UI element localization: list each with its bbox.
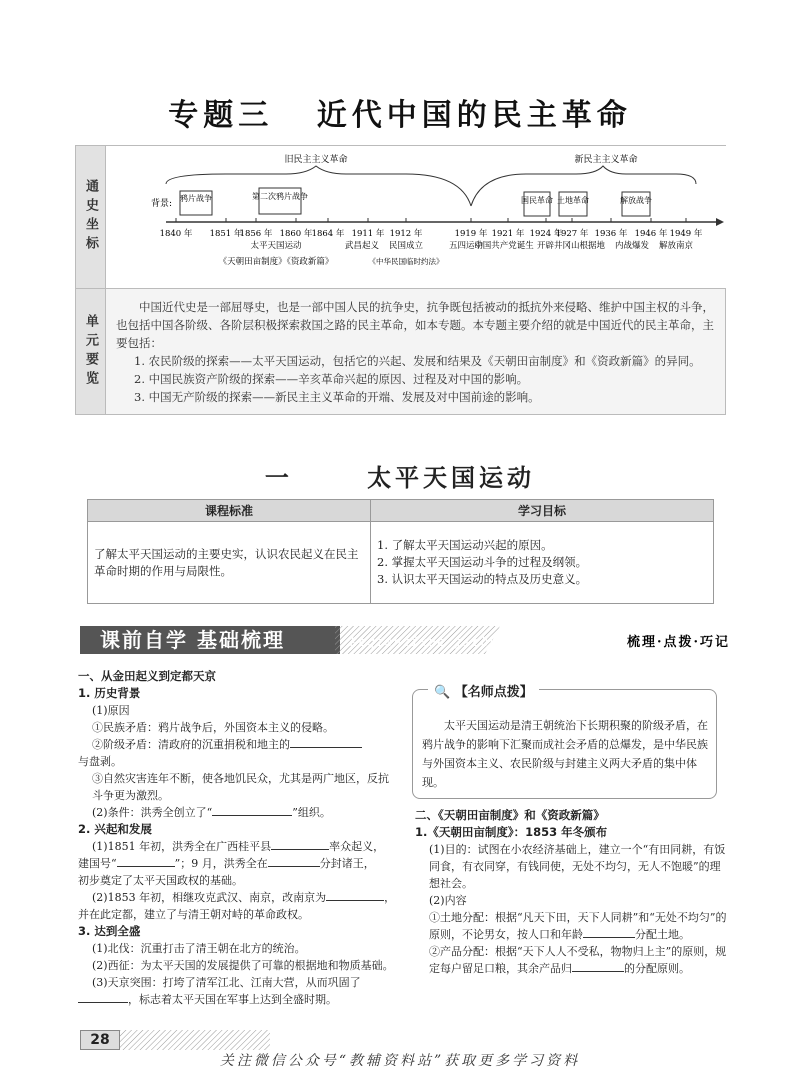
year-label: 1949 年 (669, 229, 703, 239)
blank-6[interactable] (326, 889, 384, 901)
foundation: 初步奠定了太平天国政权的基础。 (78, 874, 243, 887)
state-name-text: 建国号“ (78, 857, 117, 870)
event-nanjing: 解放南京 (658, 241, 694, 251)
banner-pinyin: keqianzixue jichushuli (350, 635, 542, 649)
breakout-end-text: ，标志着太平天国在军事上达到全盛时期。 (128, 993, 337, 1006)
blank-2[interactable] (212, 804, 292, 816)
state-name (78, 855, 396, 872)
northern-expedition: (1)北伐：沉重打击了清王朝在北方的统治。 (92, 942, 306, 955)
lesson-title (0, 458, 800, 493)
year-label: 1927 年 (555, 229, 589, 239)
product-distribution-text: ②产品分配：根据“天下人人不受私，物物归上主”的原则，规定每户留足口粮，其余产品归 (429, 945, 727, 975)
event-may4: 五四运动 (448, 241, 484, 251)
banner-title: 课前自学 基础梳理 (100, 628, 285, 652)
uprising-text: (1)1851 年初，洪秀全在广西桂平县 (92, 840, 272, 853)
timeline-svg (106, 146, 726, 289)
timeline-label: 通史坐标 (76, 146, 106, 289)
page-number: 28 (80, 1030, 120, 1050)
land-distribution-end: 分配土地。 (635, 928, 690, 941)
land-system-heading: 1.《天朝田亩制度》：1853 年冬颁布 (415, 825, 608, 839)
event-ccp: 中国共产党诞生 (474, 241, 534, 251)
land-distribution-text: ①土地分配：根据“凡天下田，天下人同耕”和“无处不均匀”的原则，不论男女，按人口和年龄 (429, 911, 727, 941)
tip-text: 太平天国运动是清王朝统治下长期积聚的阶级矛盾，在鸦片战争的影响下汇聚而成社会矛盾的总爆发，是中华民族与外国资本主义、农民阶级与封建主义两大矛盾的集中体现。 (422, 719, 708, 789)
tip-title-text: 【名师点拨】 (454, 685, 533, 700)
topic-name: 近代中国的民主革命 (316, 98, 632, 133)
peak-heading: 3. 达到全盛 (78, 924, 141, 938)
standards-table (87, 499, 714, 604)
blank-8[interactable] (583, 926, 635, 938)
uprising-end: 率众起义， (329, 840, 385, 853)
year-label: 1936 年 (594, 229, 628, 239)
content-heading: (2)内容 (429, 894, 467, 907)
timeline (106, 146, 726, 289)
topic-number: 专题三 (168, 98, 274, 133)
year-label: 1912 年 (389, 229, 423, 239)
left-column (78, 668, 396, 1008)
blank-7[interactable] (78, 991, 128, 1003)
event-wuchang: 武昌起义 (344, 241, 380, 251)
banner-graphic (80, 622, 735, 660)
box-opium-war-text: 鸦片战争 (180, 194, 212, 203)
cause-heading: (1)原因 (92, 704, 130, 717)
intro-paragraph: 中国近代史是一部屈辱史，也是一部中国人民的抗争史，抗争既包括被动的抵抗外来侵略、维护中国主权的斗争，也包括中国各阶级、各阶层积极探索救国之路的民主革命，如本专题。本专题主要介绍的就是中国近代的民主革命，主要包括： (116, 300, 714, 350)
year-label: 1911 年 (351, 229, 385, 239)
year-label: 1924 年 (529, 229, 563, 239)
purpose: (1)目的：试图在小农经济基础上，建立一个“有田同耕，有饭同食，有衣同穿，有钱同使，无处不均匀，无人不饱暖”的理想社会。 (429, 843, 726, 890)
conditions-text: (2)条件：洪秀全创立了“ (92, 806, 213, 819)
standards-header: 课程标准 (88, 500, 371, 522)
conditions (78, 804, 396, 821)
blank-3[interactable] (271, 838, 329, 850)
section-1-title: 一、从金田起义到定都天京 (78, 669, 216, 683)
blank-1[interactable] (290, 736, 362, 748)
goal-2: 2. 掌握太平天国运动斗争的过程及纲领。 (377, 555, 588, 569)
goals-header: 学习目标 (371, 500, 714, 522)
event-taiping: 太平天国运动 (250, 241, 302, 251)
capital-text: (2)1853 年初，相继攻克武汉、南京，改南京为 (92, 891, 327, 904)
year-label: 1921 年 (491, 229, 525, 239)
lesson-name: 太平天国运动 (367, 463, 536, 492)
goals-cell (371, 522, 714, 604)
conditions-end: ”组织。 (292, 806, 331, 819)
intro-item-3: 3. 中国无产阶级的探索——新民主主义革命的开端、发展及对中国前途的影响。 (134, 390, 540, 404)
section-banner (80, 622, 735, 660)
background-heading: 1. 历史背景 (78, 686, 141, 700)
year-labels (160, 218, 703, 239)
intro-item-2: 2. 中国民族资产阶级的探索——辛亥革命兴起的原因、过程及对中国的影响。 (134, 372, 529, 386)
state-name-end: 分封诸王， (319, 857, 375, 870)
right-column (415, 807, 727, 977)
intro-item-1: 1. 农民阶级的探索——太平天国运动，包括它的兴起、发展和结果及《天朝田亩制度》和《资政新篇》的异同。 (134, 354, 701, 368)
box-land-revolution-text: 土地革命 (557, 196, 589, 205)
standard-cell: 了解太平天国运动的主要史实，认识农民起义在民主革命时期的作用与局限性。 (88, 522, 371, 604)
breakout: (3)天京突围：打垮了清军江北、江南大营，从而巩固了 (92, 976, 361, 989)
page-title (0, 90, 800, 134)
rise-heading: 2. 兴起和发展 (78, 822, 152, 836)
state-name-mid: ”；9 月，洪秀全在 (174, 857, 268, 870)
western-expedition: (2)西征：为太平天国的发展提供了可靠的根据地和物质基础。 (92, 959, 394, 972)
goal-3: 3. 认识太平天国运动的特点及历史意义。 (377, 572, 588, 586)
units-label: 单元要览 (76, 289, 106, 414)
event-jinggang: 开辟井冈山根据地 (536, 241, 606, 251)
old-revolution-label: 旧民主主义革命 (284, 155, 348, 165)
event-civil-war: 内战爆发 (614, 241, 650, 251)
box-liberation-war-text: 解放战争 (620, 196, 652, 205)
lesson-number: 一 (264, 463, 293, 492)
unit-intro (116, 298, 716, 406)
banner-tag: 梳理·点拨·巧记 (626, 635, 730, 650)
national-conflict: ①民族矛盾：鸦片战争后，外国资本主义的侵略。 (92, 721, 334, 734)
class-conflict (78, 736, 396, 753)
event-labels (219, 240, 694, 267)
year-label: 1946 年 (634, 229, 668, 239)
year-label: 1864 年 (311, 229, 345, 239)
year-label: 1856 年 (239, 229, 273, 239)
goal-1: 1. 了解太平天国运动兴起的原因。 (377, 538, 553, 552)
capital-end: ， (384, 891, 396, 904)
timeline-arrow (716, 218, 724, 226)
event-taiping-docs: 《天朝田亩制度》《资政新篇》 (218, 257, 334, 267)
magnifier-icon: 🔍 (434, 685, 451, 700)
class-conflict-end: 与盘剥。 (78, 755, 122, 768)
section-2-title: 二、《天朝田亩制度》和《资政新篇》 (415, 808, 605, 822)
footer-note: 关注微信公众号“教辅资料站”获取更多学习资料 (219, 1053, 581, 1069)
blank-9[interactable] (572, 960, 624, 972)
page-number-stripes (120, 1030, 270, 1050)
capital (78, 889, 396, 906)
box-national-revolution-text: 国民革命 (521, 196, 553, 205)
natural-disasters: ③自然灾害连年不断，使各地饥民众，尤其是两广地区，反抗斗争更为激烈。 (92, 772, 389, 802)
background-label: 背景: (151, 199, 173, 209)
year-label: 1851 年 (209, 229, 243, 239)
tip-title (428, 681, 539, 700)
overview-box (75, 145, 726, 415)
product-distribution-end: 的分配原则。 (624, 962, 690, 975)
event-roc: 民国成立 (388, 241, 424, 251)
breakout-end (78, 991, 396, 1008)
blank-4[interactable] (117, 855, 175, 867)
new-revolution-label: 新民主主义革命 (574, 155, 638, 165)
box-second-opium-war-text: 第二次鸦片战争 (252, 192, 308, 201)
event-provisional: 《中华民国临时约法》 (368, 257, 444, 266)
uprising (78, 838, 396, 855)
product-distribution (415, 943, 727, 977)
capital-desc: 并在此定都，建立了与清王朝对峙的革命政权。 (78, 908, 309, 921)
blank-5[interactable] (268, 855, 320, 867)
year-label: 1860 年 (279, 229, 313, 239)
year-label: 1919 年 (454, 229, 488, 239)
year-label: 1840 年 (159, 229, 193, 239)
class-conflict-text: ②阶级矛盾：清政府的沉重捐税和地主的 (92, 738, 290, 751)
land-distribution (415, 909, 727, 943)
